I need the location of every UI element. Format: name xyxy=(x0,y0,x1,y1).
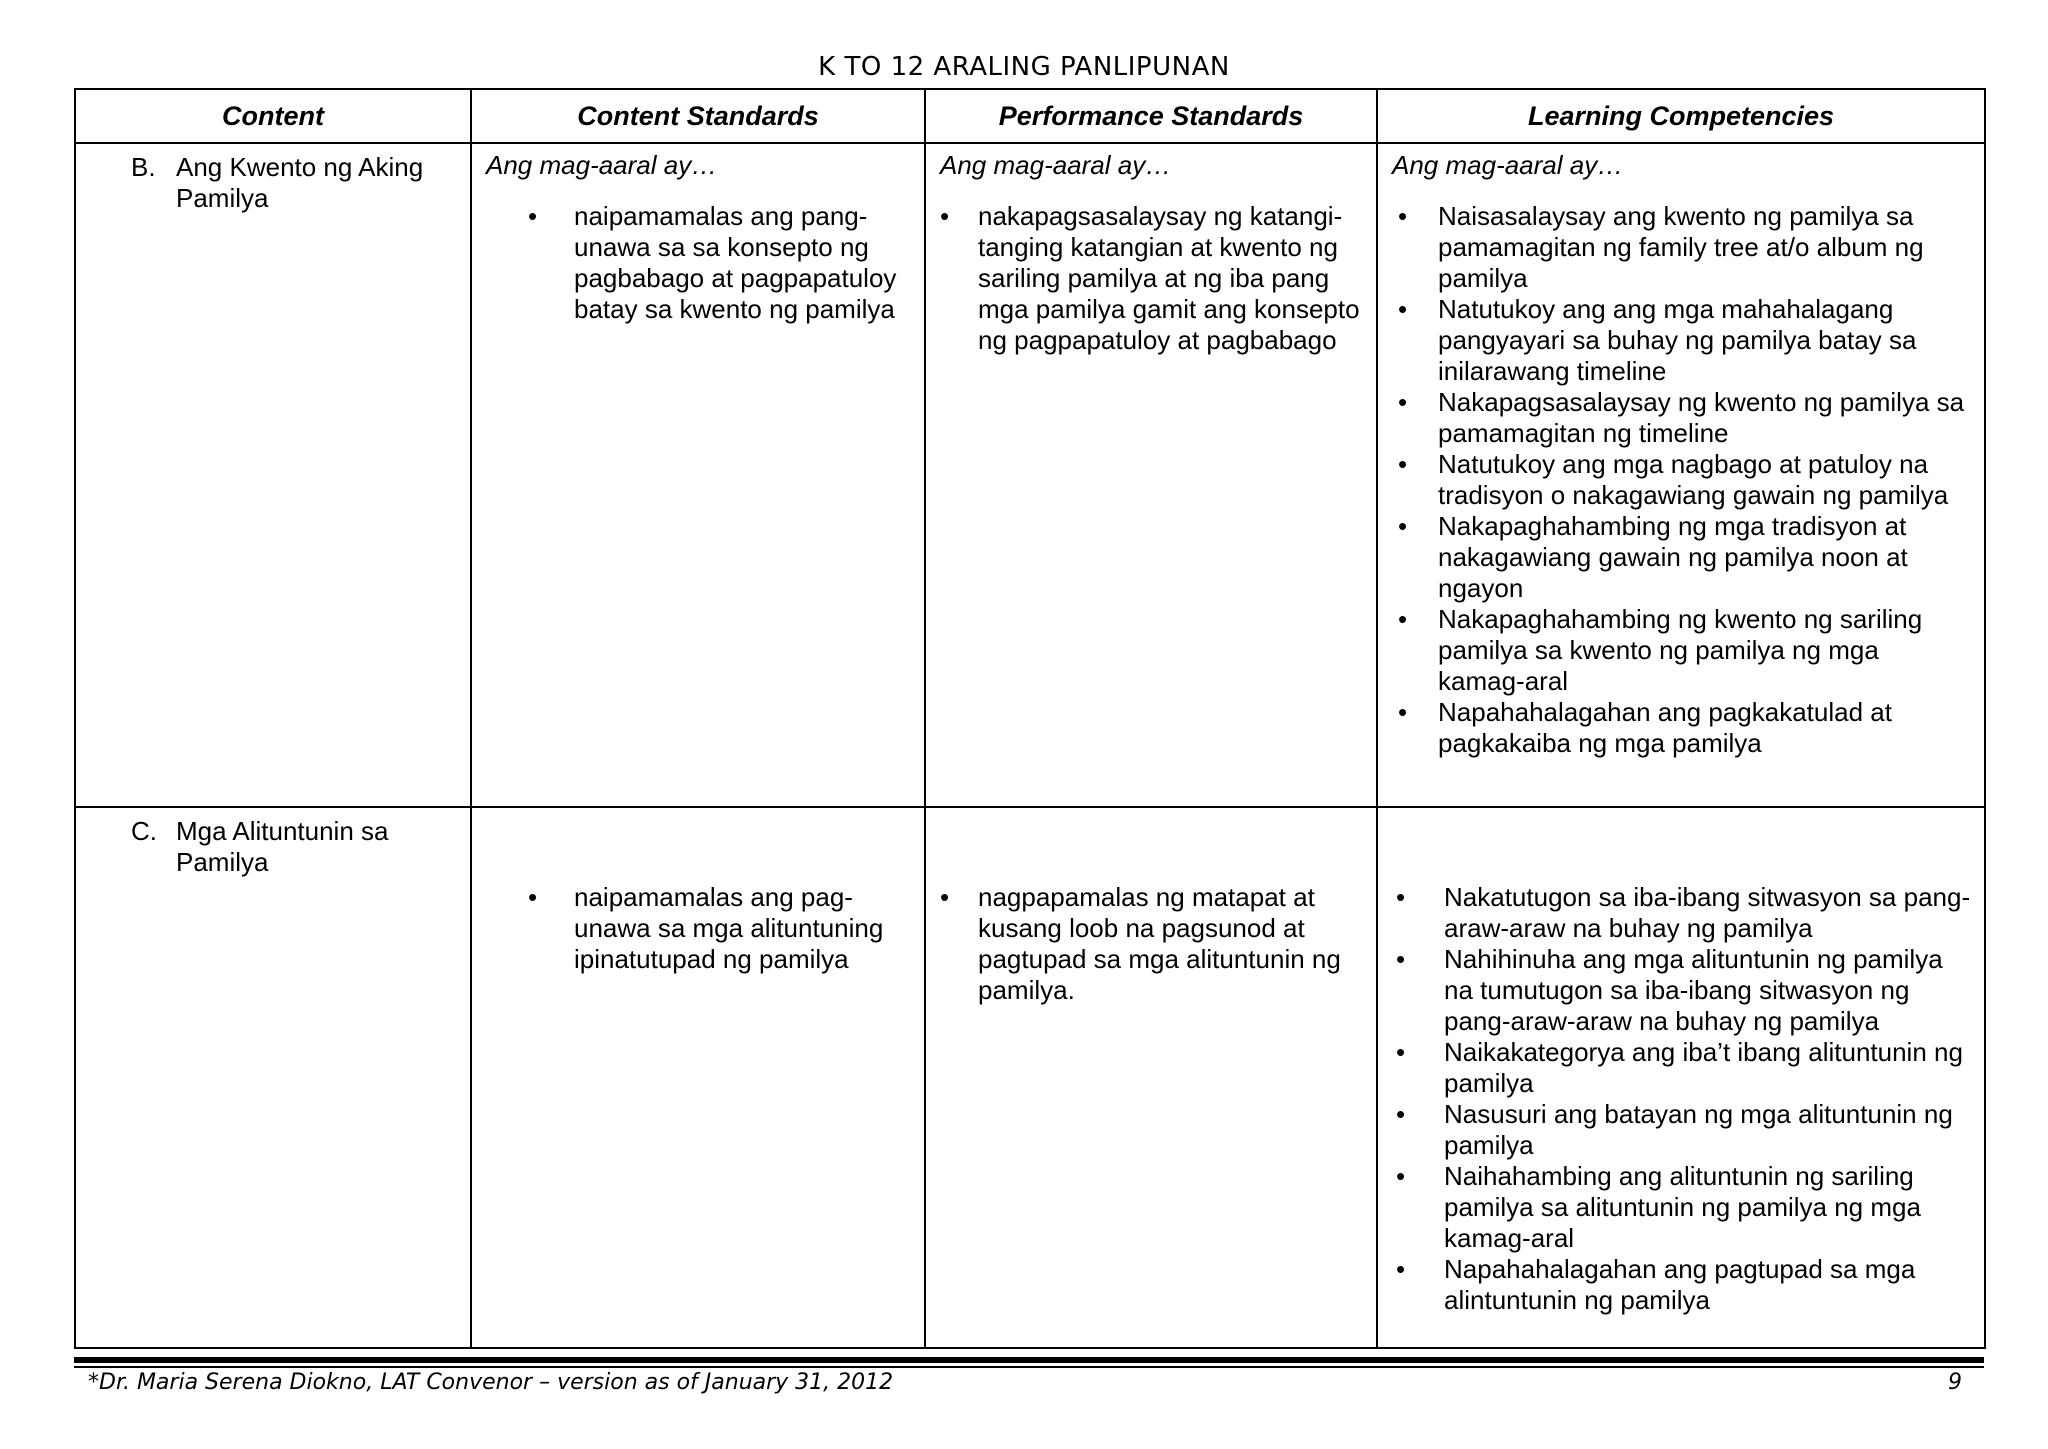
learning-competencies-list xyxy=(1378,882,1984,1316)
learning-competencies-cell xyxy=(1377,807,1985,1348)
list-item: • Naihahambing ang alituntunin ng sariling pamilya sa alituntunin ng pamilya ng mga kamag-aral xyxy=(1444,1161,1972,1254)
content-title: Mga Alituntunin sa Pamilya xyxy=(176,816,389,877)
list-item: • Napahahalagahan ang pagtupad sa mga alintuntunin ng pamilya xyxy=(1444,1254,1972,1316)
column-header-performance-standards: Performance Standards xyxy=(925,89,1377,143)
intro-text: Ang mag-aaral ay… xyxy=(1392,150,1624,180)
content-letter: C. xyxy=(131,816,157,846)
list-item: • naipamamalas ang pag-unawa sa mga alituntuning ipinatutupad ng pamilya xyxy=(574,882,912,975)
list-item: • Nakapaghahambing ng mga tradisyon at nakagawiang gawain ng pamilya noon at ngayon xyxy=(1438,511,1972,604)
content-cell xyxy=(75,807,471,1348)
table-header-row xyxy=(75,89,1985,143)
list-item: • Nakatutugon sa iba-ibang sitwasyon sa pang-araw-araw na buhay ng pamilya xyxy=(1444,882,1972,944)
list-item: • Nakapaghahambing ng kwento ng sariling pamilya sa kwento ng pamilya ng mga kamag-aral xyxy=(1438,604,1972,697)
list-item: • Naikakategorya ang iba’t ibang alituntunin ng pamilya xyxy=(1444,1037,1972,1099)
column-header-content: Content xyxy=(75,89,471,143)
content-standards-list xyxy=(472,882,924,975)
performance-standards-list xyxy=(926,181,1376,356)
list-item: • Natutukoy ang mga nagbago at patuloy na tradisyon o nakagawiang gawain ng pamilya xyxy=(1438,449,1972,511)
content-title: Ang Kwento ng Aking Pamilya xyxy=(176,152,424,213)
list-item: • nagpapamalas ng matapat at kusang loob na pagsunod at pagtupad sa mga alituntunin ng pamilya. xyxy=(978,882,1364,1006)
performance-standards-list xyxy=(926,882,1376,1006)
list-item: • Naisasalaysay ang kwento ng pamilya sa pamamagitan ng family tree at/o album ng pamilya xyxy=(1438,201,1972,294)
column-header-learning-competencies: Learning Competencies xyxy=(1377,89,1985,143)
performance-standards-cell xyxy=(925,807,1377,1348)
content-standards-cell xyxy=(471,143,925,807)
curriculum-table xyxy=(74,88,1986,1349)
content-standards-list xyxy=(472,181,924,325)
content-letter: B. xyxy=(131,152,156,182)
performance-standards-cell xyxy=(925,143,1377,807)
content-cell xyxy=(75,143,471,807)
column-header-content-standards: Content Standards xyxy=(471,89,925,143)
list-item: • Napahahalagahan ang pagkakatulad at pagkakaiba ng mga pamilya xyxy=(1438,697,1972,759)
footer-rule-thin xyxy=(74,1366,1984,1368)
list-item: • Nahihinuha ang mga alituntunin ng pamilya na tumutugon sa iba-ibang sitwasyon ng pang-araw-araw na buhay ng pamilya xyxy=(1444,944,1972,1037)
document-title: K TO 12 ARALING PANLIPUNAN xyxy=(818,52,1230,82)
page-number: 9 xyxy=(1948,1370,1962,1395)
learning-competencies-list xyxy=(1378,181,1984,759)
intro-text: Ang mag-aaral ay… xyxy=(486,150,718,180)
table-row xyxy=(75,807,1985,1348)
list-item: • Natutukoy ang ang mga mahahalagang pangyayari sa buhay ng pamilya batay sa inilarawang timeline xyxy=(1438,294,1972,387)
intro-text: Ang mag-aaral ay… xyxy=(940,150,1172,180)
table-row xyxy=(75,143,1985,807)
footer-rule-thick xyxy=(74,1357,1984,1363)
list-item: • naipamamalas ang pang-unawa sa sa konsepto ng pagbabago at pagpapatuloy batay sa kwento ng pamilya xyxy=(574,201,912,325)
list-item: • nakapagsasalaysay ng katangi-tanging katangian at kwento ng sariling pamilya at ng iba pang mga pamilya gamit ang konsepto ng pagpapatuloy at pagbabago xyxy=(978,201,1364,356)
list-item: • Nasusuri ang batayan ng mga alituntunin ng pamilya xyxy=(1444,1099,1972,1161)
content-standards-cell xyxy=(471,807,925,1348)
list-item: • Nakapagsasalaysay ng kwento ng pamilya sa pamamagitan ng timeline xyxy=(1438,387,1972,449)
learning-competencies-cell xyxy=(1377,143,1985,807)
footer-author: *Dr. Maria Serena Diokno, LAT Convenor – version as of January 31, 2012 xyxy=(88,1370,894,1395)
